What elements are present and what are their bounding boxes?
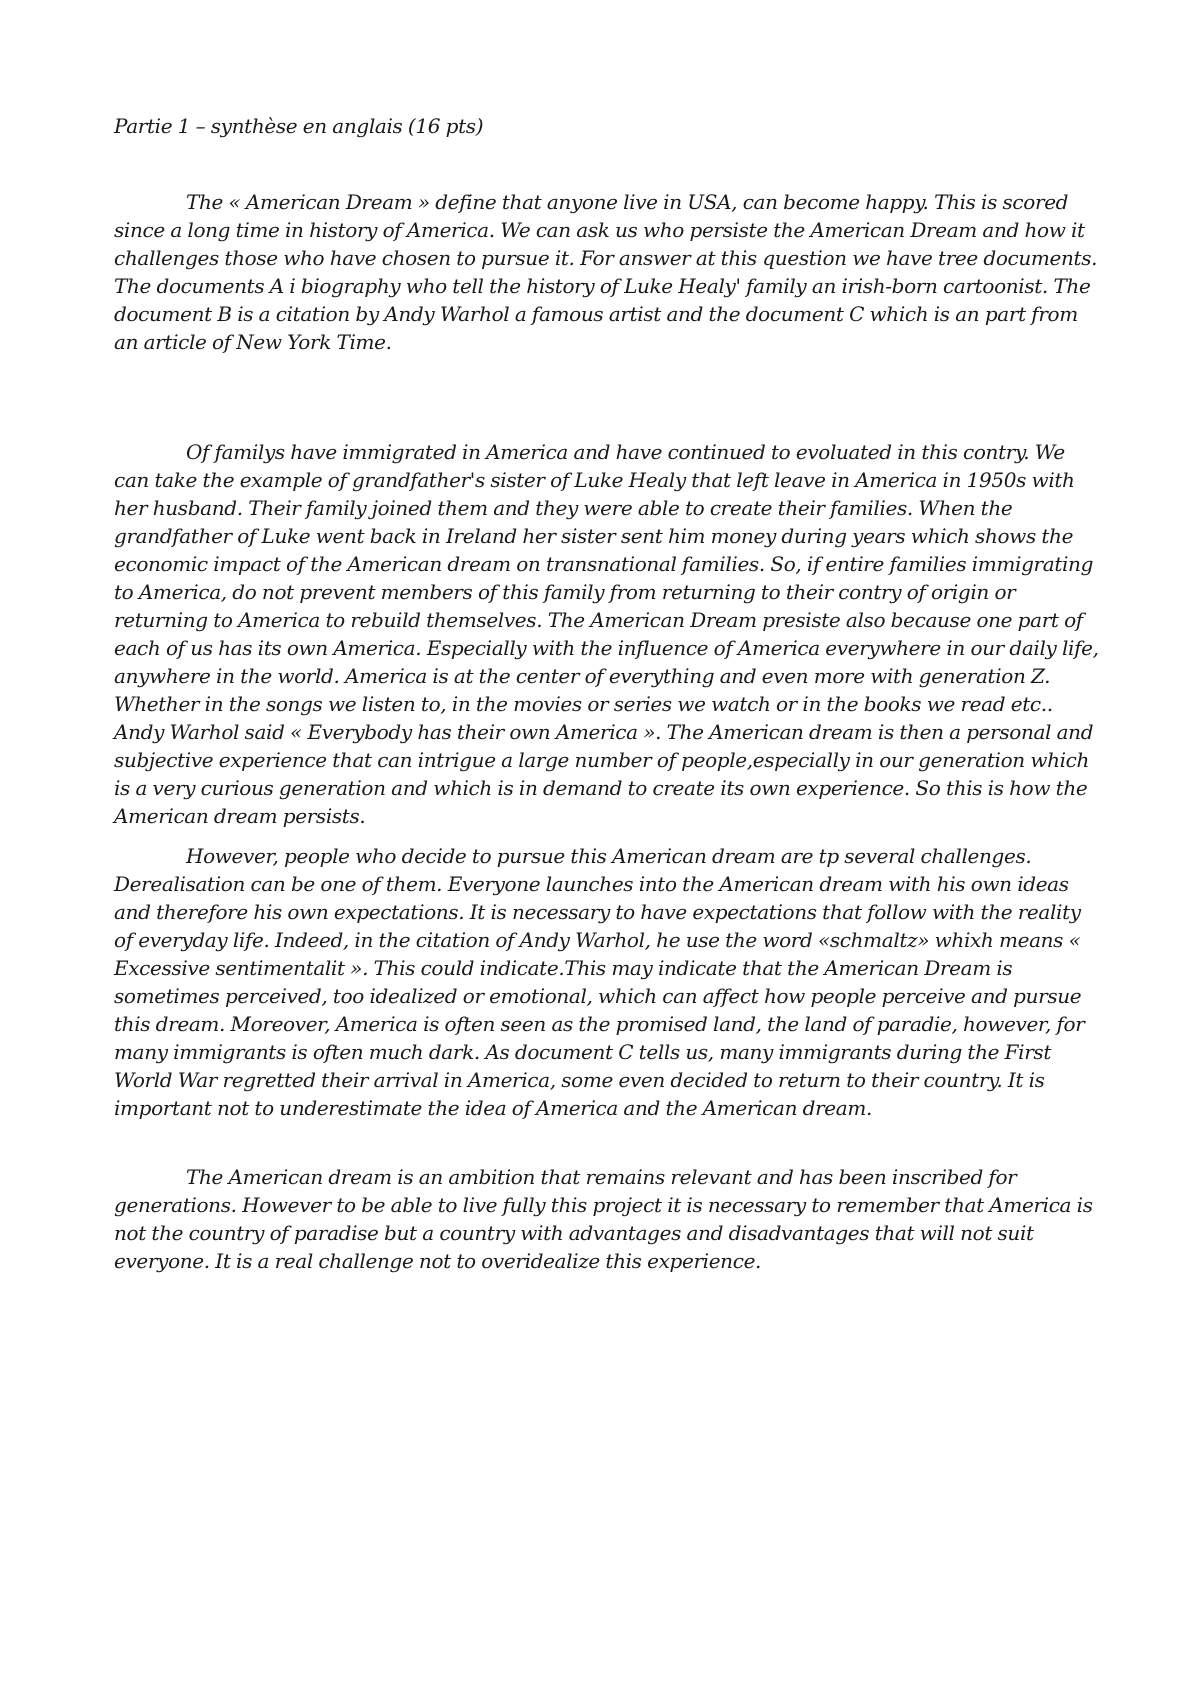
paragraph-introduction: The « American Dream » define that anyone live in USA, can become happy. This is scored since a long time in history of America. We can ask us who persiste the American Dream and how it challenges those who have chosen to pursue it. For answer at this question we have tree documents. The documents A i biography who tell the history of Luke Healy' family an irish-born cartoonist. The document B is a citation by Andy Warhol a famous artist and the document C which is an part from an article of New York Time. [114,190,1098,354]
paragraph-challenges: However, people who decide to pursue this American dream are tp several challenges. Derealisation can be one of them. Everyone launches into the American dream with his own ideas and therefore his own expectations. It is necessary to have expectations that follow with the reality of everyday life. Indeed, in the citation of Andy Warhol, he use the word «schmaltz» whixh means « Excessive sentimentalit ». This could indicate.This may indicate that the American Dream is sometimes perceived, too idealized or emotional, which can affect how people perceive and pursue this dream. Moreover, America is often seen as the promised land, the land of paradie, however, for many immigrants is often much dark. As document C tells us, many immigrants during the First World War regretted their arrival in America, some even decided to return to their country. It is important not to underestimate the idea of America and the American dream. [114,844,1085,1120]
paragraph-persistence: Of familys have immigrated in America and have continued to evoluated in this contry. We can take the example of grandfather's sister of Luke Healy that left leave in America in 1950s with her husband. Their family joined them and they were able to create their families. When the grandfather of Luke went back in Ireland her sister sent him money during years which shows the economic impact of the American dream on transnational families. So, if entire families immigrating to America, do not prevent members of this family from returning to their contry of origin or returning to America to rebuild themselves. The American Dream presiste also because one part of each of us has its own America. Especially with the influence of America everywhere in our daily life, anywhere in the world. America is at the center of everything and even more with generation Z. Whether in the songs we listen to, in the movies or series we watch or in the books we read etc.. Andy Warhol said « Everybody has their own America ». The American dream is then a personal and subjective experience that can intrigue a large number of people,especially in our generation which is a very curious generation and which is in demand to create its own experience. So this is how the American dream persists. [114,440,1099,828]
paragraph-conclusion: The American dream is an ambition that remains relevant and has been inscribed for generations. However to be able to live fully this project it is necessary to remember that America is not the country of paradise but a country with advantages and disadvantages that will not suit everyone. It is a real challenge not to overidealize this experience. [114,1165,1093,1273]
document-heading: Partie 1 – synthèse en anglais (16 pts) [114,114,484,138]
document-body [114,112,1104,1275]
